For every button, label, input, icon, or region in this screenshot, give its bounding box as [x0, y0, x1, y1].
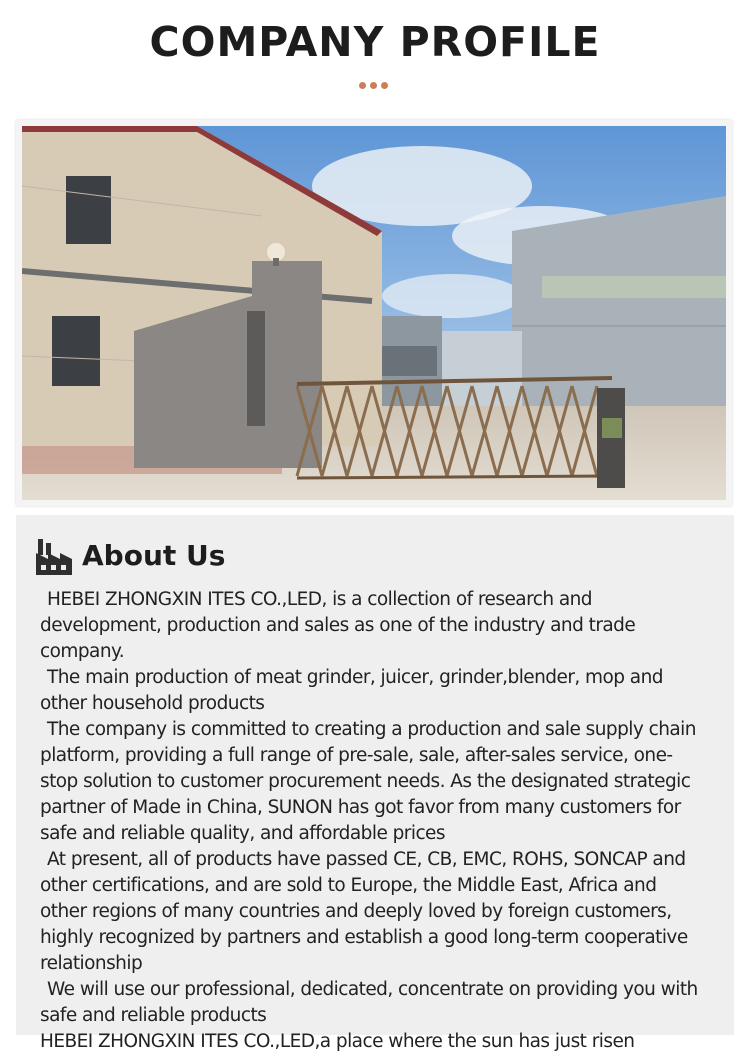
about-us-header	[34, 535, 225, 575]
about-paragraph: HEBEI ZHONGXIN ITES CO.,LED,a place where the sun has just risen	[40, 1031, 635, 1052]
about-us-panel	[16, 515, 734, 1052]
factory-icon	[34, 535, 74, 575]
title-divider-dots	[359, 82, 388, 89]
about-paragraph: The main production of meat grinder, juicer, grinder,blender, mop and other household products	[40, 667, 663, 714]
about-paragraph: At present, all of products have passed CE, CB, EMC, ROHS, SONCAP and other certifications, and are sold to Europe, the Middle East, Africa and other regions of many countries and deeply loved by foreign customers, highly recognized by partners and establish a good long-term cooperative relationship	[40, 849, 688, 974]
about-us-text	[40, 587, 700, 1055]
about-paragraph: We will use our professional, dedicated, concentrate on providing you with safe and reliable products	[40, 979, 698, 1026]
about-paragraph: The company is committed to creating a production and sale supply chain platform, providing a full range of pre-sale, sale, after-sales service, one-stop solution to customer procurement needs. As the designated strategic partner of Made in China, SUNON has got favor from many customers for safe and reliable quality, and affordable prices	[40, 719, 696, 844]
divider-dot	[370, 82, 377, 89]
company-photo-frame	[16, 120, 732, 506]
about-us-heading: About Us	[82, 538, 226, 572]
page-title: COMPANY PROFILE	[149, 18, 601, 66]
about-paragraph: HEBEI ZHONGXIN ITES CO.,LED, is a collection of research and development, production and sales as one of the industry and trade company.	[40, 589, 636, 662]
company-building-photo	[22, 126, 726, 500]
divider-dot	[381, 82, 388, 89]
divider-dot	[359, 82, 366, 89]
